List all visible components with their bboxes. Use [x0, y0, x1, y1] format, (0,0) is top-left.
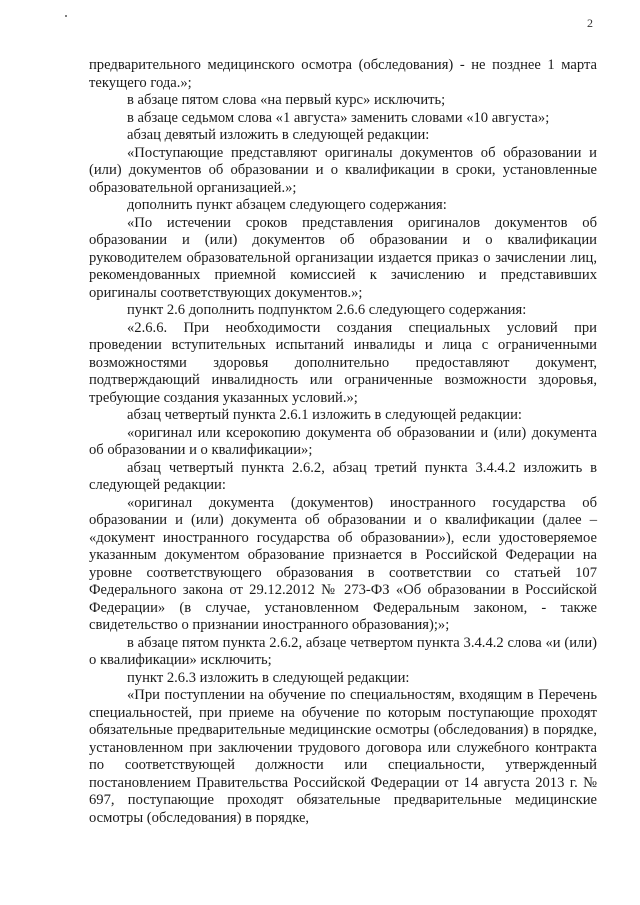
- paragraph-13: «оригинал документа (документов) иностранного государства об образовании и (или) документа об образовании и о квалификации (далее – «документ иностранного государства об образовании»), если удостоверяемое указанным документом образование признается в Российской Федерации на уровне соответствующего образования в соответствии со статьей 107 Федерального закона от 29.12.2012 № 273-ФЗ «Об образовании в Российской Федерации» (в случае, установленном Федеральным законом, - также свидетельство о признании иностранного образования);»;: [89, 494, 597, 633]
- document-body: [89, 57, 597, 827]
- paragraph-5: «Поступающие представляют оригиналы документов об образовании и (или) документов об образовании и о квалификации в сроки, установленные образовательной организацией.»;: [89, 144, 597, 196]
- paragraph-3: в абзаце седьмом слова «1 августа» заменить словами «10 августа»;: [127, 109, 550, 126]
- paragraph-9: «2.6.6. При необходимости создания специальных условий при проведении вступительных испытаний инвалиды и лица с ограниченными возможностями здоровья дополнительно предоставляют документ, подтверждающий инвалидность или ограниченные возможности здоровья, требующие создания указанных условий.»;: [89, 319, 597, 406]
- page-number: 2: [587, 16, 593, 30]
- paragraph-1: предварительного медицинского осмотра (обследования) - не позднее 1 марта текущего года.»;: [89, 57, 597, 91]
- scan-speck: [65, 15, 67, 17]
- paragraph-16: «При поступлении на обучение по специальностям, входящим в Перечень специальностей, при приеме на обучение по которым поступающие проходят обязательные предварительные медицинские осмотры (обследования) в порядке, установленном при заключении трудового договора или служебного контракта по соответствующей должности или специальности, утвержденный постановлением Правительства Российской Федерации от 14 августа 2013 г. № 697, поступающие проходят обязательные предварительные медицинские осмотры (обследования) в порядке,: [89, 687, 597, 826]
- paragraph-8: пункт 2.6 дополнить подпунктом 2.6.6 следующего содержания:: [127, 302, 527, 318]
- paragraph-6: дополнить пункт абзацем следующего содержания:: [127, 197, 447, 213]
- paragraph-11: «оригинал или ксерокопию документа об образовании и (или) документа об образовании и о квалификации»;: [89, 424, 597, 458]
- paragraph-4: абзац девятый изложить в следующей редакции:: [127, 127, 430, 143]
- paragraph-10: абзац четвертый пункта 2.6.1 изложить в следующей редакции:: [127, 407, 522, 423]
- paragraph-15: пункт 2.6.3 изложить в следующей редакции:: [127, 669, 410, 686]
- paragraph-12: абзац четвертый пункта 2.6.2, абзац третий пункта 3.4.4.2 изложить в следующей редакции:: [89, 459, 597, 493]
- paragraph-14: в абзаце пятом пункта 2.6.2, абзаце четвертом пункта 3.4.4.2 слова «и (или) о квалификации» исключить;: [89, 634, 597, 668]
- paragraph-7: «По истечении сроков представления оригиналов документов об образовании и (или) документов об образовании и о квалификации руководителем образовательной организации издается приказ о зачислении лиц, рекомендованных приемной комиссией к зачислению и представивших оригиналы соответствующих документов.»;: [89, 214, 597, 301]
- paragraph-2: в абзаце пятом слова «на первый курс» исключить;: [127, 92, 446, 108]
